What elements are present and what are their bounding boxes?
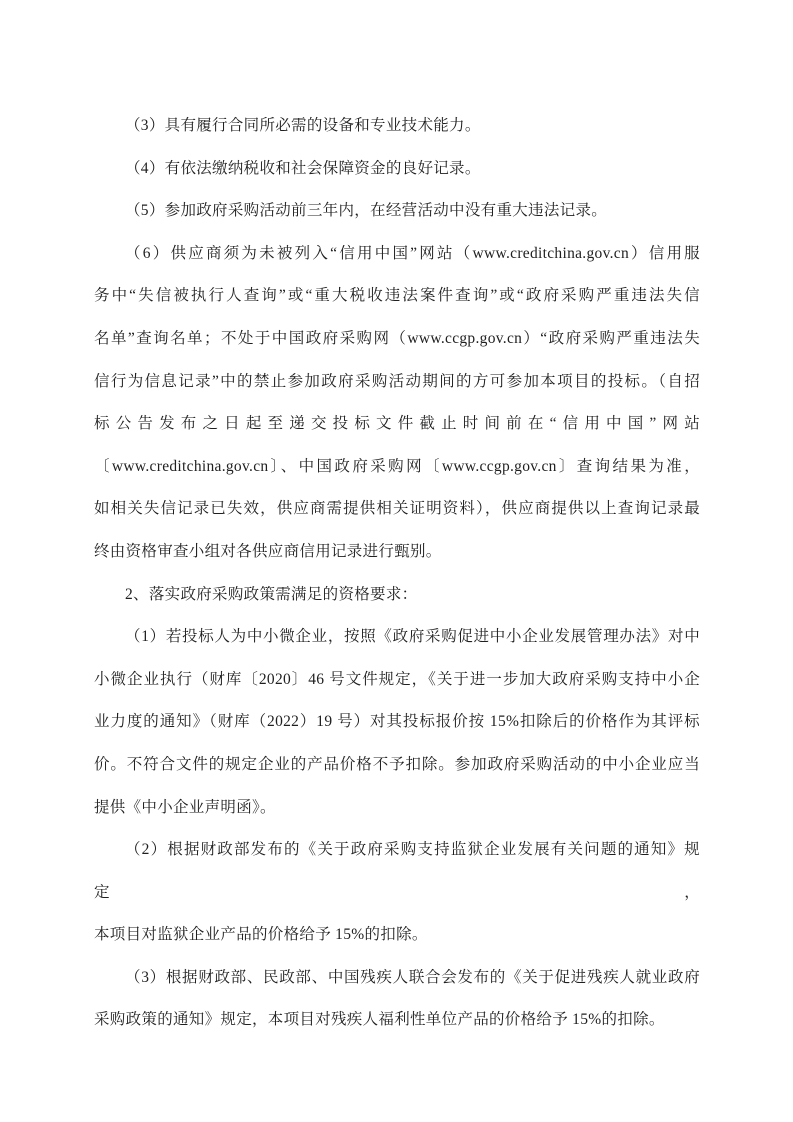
text-line: 价。不符合文件的规定企业的产品价格不予扣除。参加政府采购活动的中小企业应当 [94,755,700,773]
paragraph [94,233,700,574]
paragraph [94,574,700,617]
paragraph [94,616,700,829]
text-line: （1）若投标人为中小微企业，按照《政府采购促进中小企业发展管理办法》对中 [125,628,700,646]
text-line: 2、落实政府采购政策需满足的资格要求： [125,585,418,603]
text-line: 如相关失信记录已失效，供应商需提供相关证明资料），供应商提供以上查询记录最 [94,500,700,518]
text-line: 提供《中小企业声明函》。 [94,798,276,816]
text-line: 业力度的通知》（财库（2022）19 号）对其投标报价按 15%扣除后的价格作为其评标 [94,713,700,731]
text-line: 采购政策的通知》规定，本项目对残疾人福利性单位产品的价格给予 15%的扣除。 [94,1011,665,1029]
text-line: 标公告发布之日起至递交投标文件截止时间前在“信用中国”网站 [94,415,700,433]
text-line: 小微企业执行（财库〔2020〕46 号文件规定，《关于进一步加大政府采购支持中小企 [94,670,700,688]
paragraph [94,190,700,233]
paragraph [94,829,700,957]
text-line: 务中“失信被执行人查询”或“重大税收违法案件查询”或“政府采购严重违法失信 [94,287,700,305]
text-line: 〔www.creditchina.gov.cn〕、中国政府采购网〔www.ccgp.gov.cn〕查询结果为准， [94,457,700,475]
text-line: （2）根据财政部发布的《关于政府采购支持监狱企业发展有关问题的通知》规定， [94,841,700,901]
text-line: 信行为信息记录”中的禁止参加政府采购活动期间的方可参加本项目的投标。（自招 [94,372,700,390]
text-line: 名单”查询名单；不处于中国政府采购网（www.ccgp.gov.cn）“政府采购严重违法失 [94,329,700,347]
text-line: 终由资格审查小组对各供应商信用记录进行甄别。 [94,542,442,560]
text-line: （6）供应商须为未被列入“信用中国”网站（www.creditchina.gov.cn）信用服 [125,244,700,262]
text-line: （4）有依法缴纳税收和社会保障资金的良好记录。 [125,159,481,177]
text-line: （3）根据财政部、民政部、中国残疾人联合会发布的《关于促进残疾人就业政府 [125,968,700,986]
paragraph [94,957,700,1042]
text-line: （5）参加政府采购活动前三年内，在经营活动中没有重大违法记录。 [125,202,608,220]
paragraph [94,105,700,148]
text-line: 本项目对监狱企业产品的价格给予 15%的扣除。 [94,926,428,944]
document-body [94,105,700,1042]
paragraph [94,148,700,191]
text-line: （3）具有履行合同所必需的设备和专业技术能力。 [125,117,481,134]
